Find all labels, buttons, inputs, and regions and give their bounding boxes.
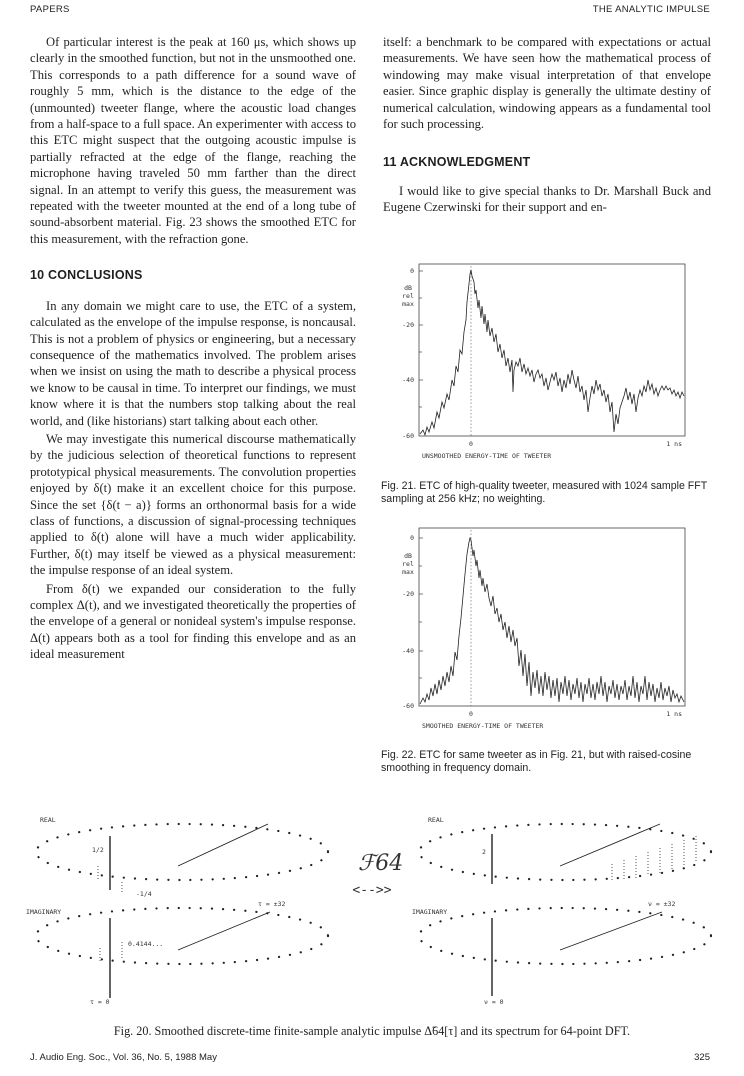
fig21-plot (392, 262, 702, 472)
real-label: REAL (40, 816, 56, 824)
paragraph: We may investigate this numerical discourse mathematically by the judicious selection of theoretical functions to represent prototypical physical measurements. The convolution properties enjoyed by δ(t) make it an excellent choice for this purpose. Since the set {δ(t − a)} forms an orthonormal basis for a wide class of functions, a discussion of signal-processing techniques applied to δ(t) alone will have a much wider applicability. Further, δ(t) may itself be viewed as a physical measurement: the impulse response of an ideal system. (30, 431, 356, 578)
ytick: -60 (402, 702, 414, 710)
imaginary-label: IMAGINARY (412, 908, 448, 916)
ylabel: dB (404, 284, 412, 292)
unsmoothed-etc-trace (420, 270, 684, 435)
footer-citation: J. Audio Eng. Soc., Vol. 36, No. 5, 1988 May (30, 1052, 217, 1063)
ytick: -40 (402, 647, 414, 655)
xtick: 0 (469, 710, 473, 718)
paragraph: itself: a benchmark to be compared with expectations or actual measurements. We have seen how the mathematical process of windowing may make visual interpretation of that envelope easier. Since graphic display is generally the ultimate destiny of numerical calculation, windowing appears as a fundamental tool for such processing. (383, 35, 711, 132)
ytick: -40 (402, 376, 414, 384)
transform-symbol: ℱ64 (358, 851, 404, 876)
paragraph: Of particular interest is the peak at 160 μs, which shows up clearly in the smoothed function, but not in the unsmoothed one. This corresponds to a path difference for a sound wave of roughly 5 mm, which is the distance to the edge of the (unmounted) tweeter flange, where the acoustic load changes from a half-space to a full space. An experimenter with access to this ETC might suspect that the outgoing acoustic impulse is partially refracted at the edge of the flange, reaching the microphone having traveled 50 mm farther than the direct signal. In an attempt to verify this guess, the measurement was repeated with the tweeter mounted at the end of a long tube of sound-absorbent material. Fig. 23 shows the smoothed ETC for this measurement, with the refraction gone. (30, 35, 356, 246)
ytick: 0 (410, 534, 414, 542)
plot-title: SMOOTHED ENERGY-TIME OF TWEETER (422, 722, 544, 730)
ylabel: max (402, 300, 414, 308)
ytick: 0 (410, 267, 414, 275)
nu32-label: ν = ±32 (648, 900, 676, 908)
xtick: 0 (469, 440, 473, 448)
two-label: 2 (482, 848, 486, 856)
half-label: 1/2 (92, 846, 104, 854)
ylabel: rel (402, 292, 414, 300)
ylabel: dB (404, 552, 412, 560)
paragraph: In any domain we might care to use, the ETC of a system, calculated as the envelope of the impulse response, is noncausal. This is not a problem of physics or engineering, but a necessary consequence of the mathematics involved. The problem arises when we insist on using the math to describe a physical process we know to be causal in time. To interpret our findings, we must know where it is that the numbers stop talking about the real world, and (like historians) start talking about each other. (30, 298, 356, 428)
imaginary-label: IMAGINARY (26, 908, 62, 916)
nu0-label: ν = 0 (484, 998, 504, 1006)
xtick: 1 ns (666, 440, 682, 448)
imag-ellipse-left (36, 908, 328, 964)
real-ellipse-right (419, 824, 711, 880)
fig22-plot (392, 526, 702, 741)
figure-caption: Fig. 22. ETC for same tweeter as in Fig. 21, but with raised-cosine smoothing in frequency domain. (381, 749, 692, 774)
figure-caption: Fig. 20. Smoothed discrete-time finite-sample analytic impulse Δ̃64[τ] and its spectrum for 64-point DFT. (113, 1024, 631, 1038)
running-header-right: THE ANALYTIC IMPULSE (592, 4, 710, 15)
ylabel: max (402, 568, 414, 576)
paragraph: I would like to give special thanks to Dr. Marshall Buck and Eugene Czerwinski for their support and en- (383, 183, 711, 215)
right-column (383, 34, 711, 216)
running-header-left: PAPERS (30, 4, 70, 15)
left-column (30, 34, 356, 663)
real-ellipse-left (36, 824, 328, 880)
ytick: -60 (402, 432, 414, 440)
paragraph: From δ(t) we expanded our consideration to the fully complex Δ(t), and we investigated theoretically the properties of the envelope of a general or nonideal system's impulse response. Δ(t) appears both as a tool for finding this envelope and as an ideal measurement (30, 581, 356, 662)
plot-title: UNSMOOTHED ENERGY-TIME OF TWEETER (422, 452, 552, 460)
imag-ellipse-right (419, 908, 711, 964)
xtick: 1 ns (666, 710, 682, 718)
smoothed-etc-trace (420, 538, 684, 704)
ytick: -20 (402, 321, 414, 329)
section-heading: 10 CONCLUSIONS (30, 268, 143, 283)
transform-arrow: <-->> (352, 883, 392, 898)
section-heading: 11 ACKNOWLEDGMENT (383, 155, 531, 170)
tau32-label: τ = ±32 (258, 900, 286, 908)
value-label: 0.4144... (128, 940, 164, 948)
ytick: -20 (402, 590, 414, 598)
real-label: REAL (428, 816, 444, 824)
page-number: 325 (694, 1052, 710, 1063)
ylabel: rel (402, 560, 414, 568)
neg-label: -1/4 (136, 890, 152, 898)
tau0-label: τ = 0 (90, 998, 110, 1006)
figure-caption: Fig. 21. ETC of high-quality tweeter, measured with 1024 sample FFT sampling at 256 kHz; no weighting. (381, 480, 708, 505)
fig20-diagram (0, 808, 744, 1018)
